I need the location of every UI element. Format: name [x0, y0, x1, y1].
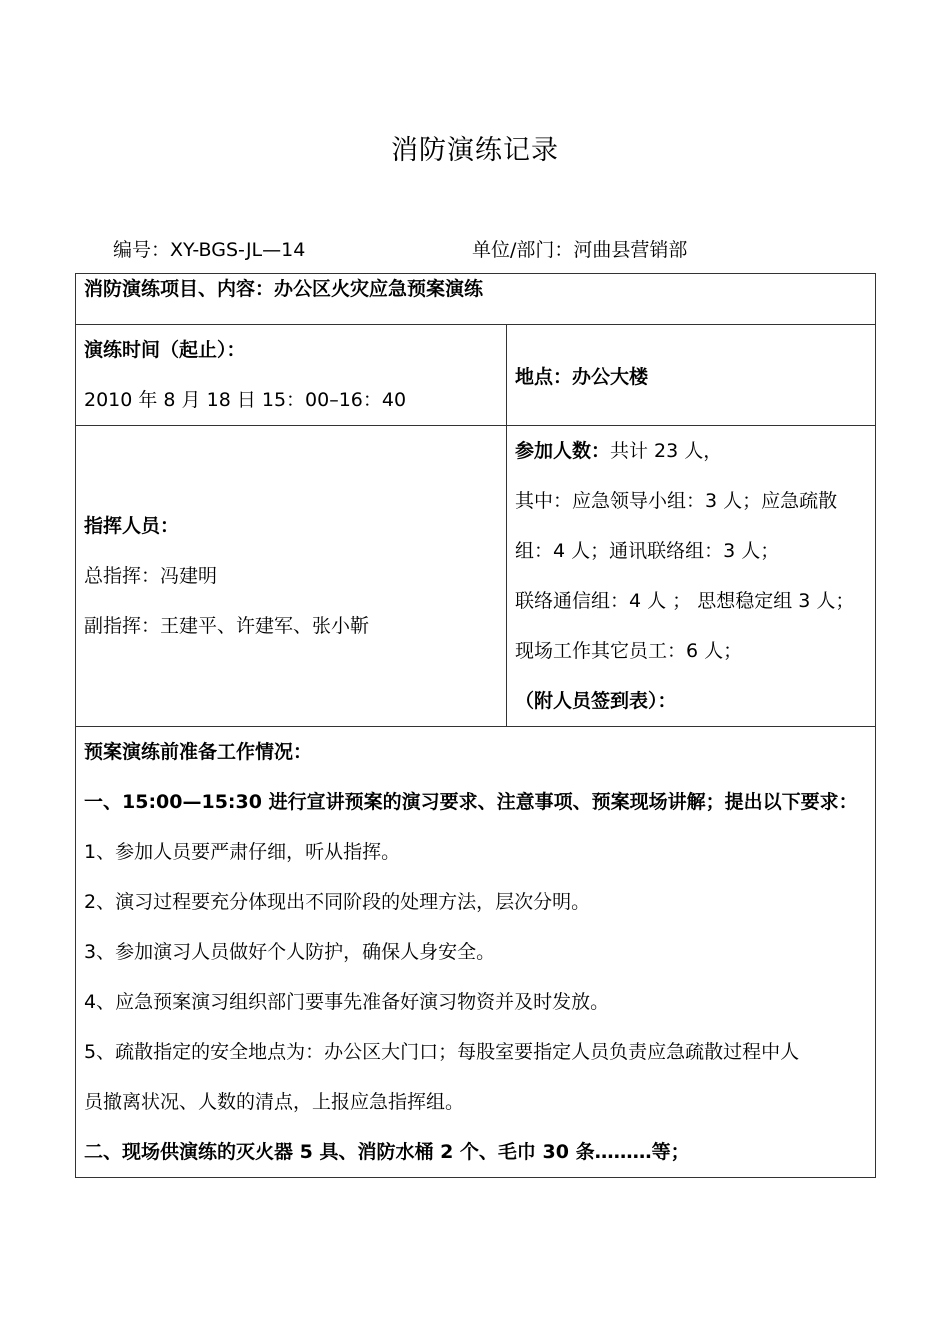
preparation-row	[76, 727, 876, 1178]
chief-commander: 总指挥：冯建明	[84, 565, 218, 587]
project-row	[76, 274, 876, 325]
requirement-item-5-line-2: 员撤离状况、人数的清点，上报应急指挥组。	[84, 1091, 465, 1113]
command-label: 指挥人员：	[84, 515, 180, 537]
preparation-heading: 预案演练前准备工作情况：	[84, 741, 313, 763]
groups-line-1: 其中：应急领导小组：3 人；应急疏散	[515, 490, 838, 512]
project-cell	[76, 274, 876, 325]
personnel-row	[76, 426, 876, 727]
participants-total-line	[515, 426, 867, 476]
participants-label: 参加人数：	[515, 440, 611, 462]
preparation-cell	[76, 727, 876, 1178]
command-cell	[76, 426, 507, 727]
deputy-commanders: 副指挥：王建平、许建军、张小靳	[84, 615, 370, 637]
drill-time-value: 2010 年 8 月 18 日 15：00–16：40	[84, 389, 407, 411]
requirement-item-4: 4、应急预案演习组织部门要事先准备好演习物资并及时发放。	[84, 991, 610, 1013]
section-one: 一、15:00—15:30 进行宣讲预案的演习要求、注意事项、预案现场讲解；提出以下要求：	[84, 791, 858, 813]
groups-line-2: 组：4 人；通讯联络组：3 人；	[515, 540, 780, 562]
project-content: 消防演练项目、内容：办公区火灾应急预案演练	[84, 278, 484, 300]
participants-cell	[507, 426, 876, 727]
record-code: 编号：XY-BGS-JL—14	[113, 239, 306, 261]
time-cell	[76, 325, 507, 426]
time-place-row	[76, 325, 876, 426]
document-title: 消防演练记录	[391, 135, 559, 166]
requirement-item-1: 1、参加人员要严肃仔细，听从指挥。	[84, 841, 401, 863]
requirement-item-5-line-1: 5、疏散指定的安全地点为：办公区大门口；每股室要指定人员负责应急疏散过程中人	[84, 1041, 800, 1063]
groups-line-3: 联络通信组：4 人 ； 思想稳定组 3 人；	[515, 590, 855, 612]
signin-sheet-note: （附人员签到表）：	[515, 690, 677, 712]
drill-place: 地点：办公大楼	[515, 365, 649, 388]
groups-line-4: 现场工作其它员工：6 人；	[515, 640, 743, 662]
drill-time-label: 演练时间（起止）：	[84, 339, 246, 361]
requirement-item-2: 2、演习过程要充分体现出不同阶段的处理方法，层次分明。	[84, 891, 591, 913]
requirement-item-3: 3、参加演习人员做好个人防护，确保人身安全。	[84, 941, 496, 963]
place-cell	[507, 325, 876, 426]
participants-total: 共计 23 人，	[610, 440, 723, 462]
unit-department: 单位/部门：河曲县营销部	[472, 239, 688, 261]
drill-record-table	[75, 273, 876, 1178]
section-two: 二、现场供演练的灭火器 5 具、消防水桶 2 个、毛巾 30 条………等；	[84, 1141, 690, 1163]
